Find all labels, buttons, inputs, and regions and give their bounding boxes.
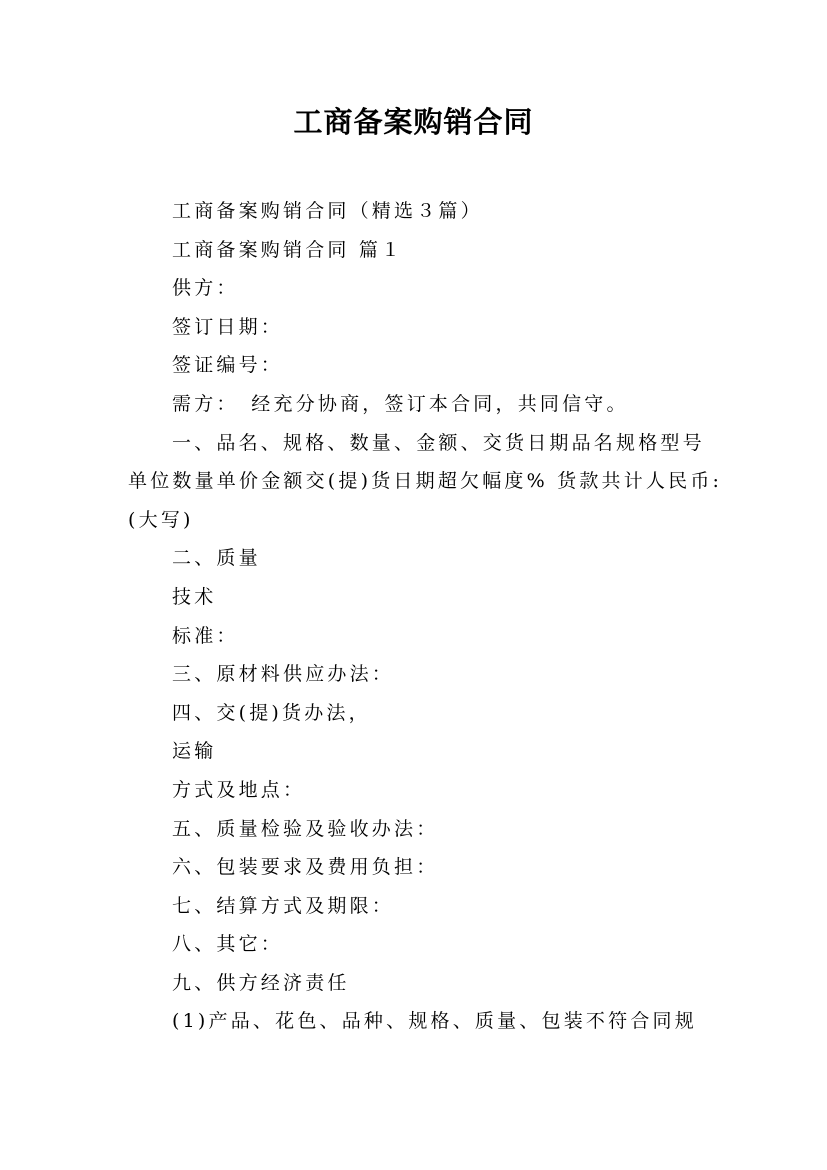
body-line: 五、质量检验及验收办法： [172,817,439,840]
body-line: 供方： [172,277,239,300]
body-line: 七、结算方式及期限： [172,894,395,917]
body-line: 四、交(提)货办法， [172,701,371,724]
body-line: 签证编号： [172,354,284,377]
body-line: 工商备案购销合同 篇１ [172,238,404,261]
body-line: 需方： 经充分协商，签订本合同，共同信守。 [172,392,629,415]
body-line: 二、质量 [172,547,261,570]
body-line: 九、供方经济责任 [172,971,350,994]
body-line: 一、品名、规格、数量、金额、交货日期品名规格型号 [172,431,705,454]
body-line: 签订日期： [172,315,284,338]
document-body [128,192,723,1041]
body-line: (1)产品、花色、品种、规格、质量、包装不符合同规 [172,1010,697,1033]
body-line: 运输 [172,740,217,763]
document-title: 工商备案购销合同 [293,105,534,139]
body-line: (大写) [128,508,194,531]
body-line: 方式及地点： [172,778,306,801]
body-line: 八、其它： [172,933,284,956]
body-line: 六、包装要求及费用负担： [172,856,439,879]
body-line: 工商备案购销合同（精选３篇） [172,200,483,222]
body-line: 技术 [172,585,217,608]
body-line: 标准： [172,624,239,647]
body-line: 三、原材料供应办法： [172,663,395,686]
body-line: 单位数量单价金额交(提)货日期超欠幅度% 货款共计人民币: [128,470,723,493]
